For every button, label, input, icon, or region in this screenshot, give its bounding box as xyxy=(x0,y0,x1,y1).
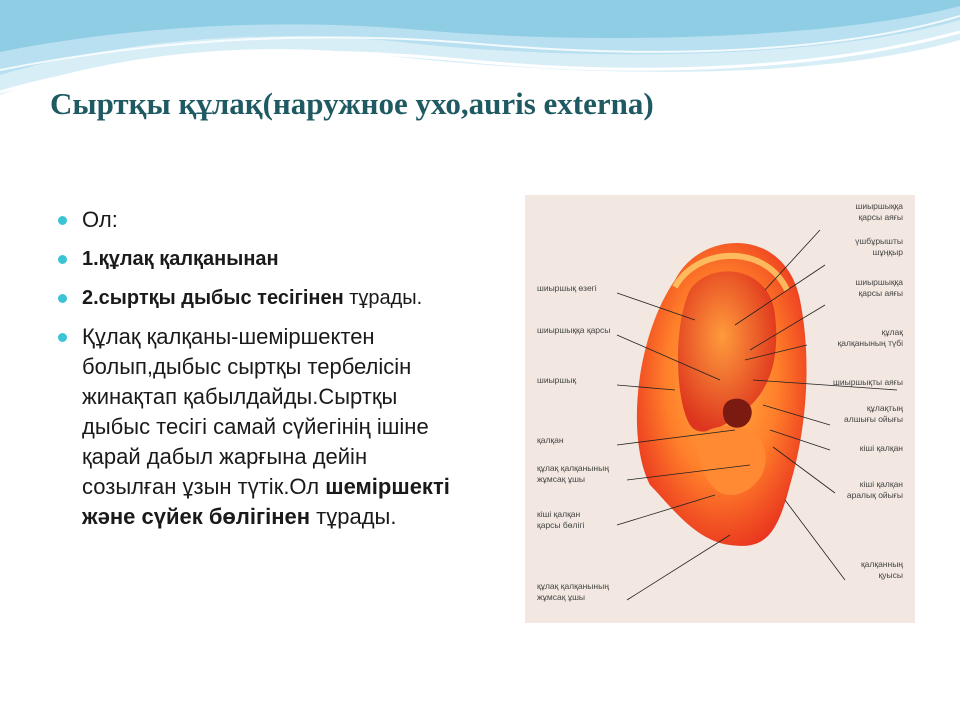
bullet-text: 1.құлақ қалқанынан xyxy=(82,248,279,270)
slide-title: Сыртқы құлақ(наружное ухо,auris externa) xyxy=(50,86,654,121)
bullet-text: тұрады. xyxy=(310,504,397,529)
label-1-line-1: шиыршық өзегі xyxy=(537,283,597,293)
bullet-item xyxy=(58,283,458,313)
label-7-line-2: жұмсақ ұшы xyxy=(537,592,586,602)
label-r9-line-1: қалқанның xyxy=(860,559,903,569)
bullet-text: Ол: xyxy=(82,207,118,232)
label-r3-line-2: қарсы аяғы xyxy=(858,288,903,298)
label-7-line-1: құлақ қалқанының xyxy=(537,581,609,591)
label-2-line-1: шиыршыққа қарсы xyxy=(537,325,611,335)
label-3-line-1: шиыршық xyxy=(537,375,577,385)
bullet-icon xyxy=(58,333,67,342)
label-r8-line-1: кіші қалқан xyxy=(859,479,903,489)
label-r6-line-2: алшығы ойығы xyxy=(844,414,903,424)
ear-diagram xyxy=(525,195,915,623)
ear-anatomy-figure xyxy=(525,195,915,623)
label-r7-line-1: кіші қалқан xyxy=(859,443,903,453)
bullet-text-bold: шеміршекті және сүйек бөлігінен xyxy=(82,474,450,529)
label-r6-line-1: құлақтың xyxy=(866,403,903,413)
bullet-item xyxy=(58,244,458,274)
label-r5-line-1: шиыршықты аяғы xyxy=(833,377,903,387)
bullet-text-bold: 2.сыртқы дыбыс тесігінен xyxy=(82,287,344,309)
bullet-text: тұрады. xyxy=(343,287,423,309)
label-r1-line-1: шиыршыққа xyxy=(855,201,903,211)
labels-right xyxy=(833,201,903,580)
label-4-line-1: қалқан xyxy=(537,435,564,445)
label-5-line-1: құлақ қалқанының xyxy=(537,463,609,473)
label-r2-line-1: үшбұрышты xyxy=(855,236,903,246)
bullet-icon xyxy=(58,216,67,225)
label-r8-line-2: аралық ойығы xyxy=(846,490,903,500)
bullet-text: Құлақ қалқаны-шеміршектен болып,дыбыс сыртқы тербелісін жинақтап қабылдайды.Сыртқы дыбыс тесігі самай сүйегінің ішіне қарай дабыл жарғына дейін созылған ұзын түтік.Ол xyxy=(82,324,429,499)
label-6-line-2: қарсы бөлігі xyxy=(537,520,585,530)
bullet-icon xyxy=(58,255,67,264)
labels-left xyxy=(537,283,610,602)
bullet-item xyxy=(58,205,458,235)
label-5-line-2: жұмсақ ұшы xyxy=(537,474,586,484)
bullet-icon xyxy=(58,294,67,303)
label-r1-line-2: қарсы аяғы xyxy=(858,212,903,222)
label-r9-line-2: қуысы xyxy=(878,570,903,580)
label-r4-line-2: қалқанының түбі xyxy=(837,338,903,348)
bullet-list xyxy=(58,205,458,541)
label-r3-line-1: шиыршыққа xyxy=(855,277,903,287)
label-6-line-1: кіші қалқан xyxy=(537,509,581,519)
label-r4-line-1: құлақ xyxy=(881,327,903,337)
label-r2-line-2: шұңқыр xyxy=(872,247,903,257)
bullet-item xyxy=(58,322,458,532)
